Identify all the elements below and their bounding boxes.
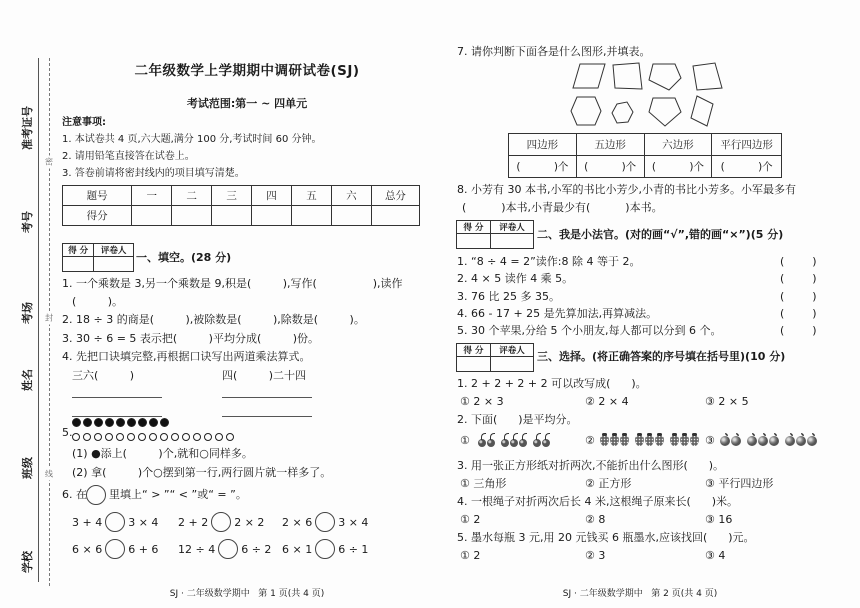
strawberry-icon [645,435,654,446]
choice-option: ② 正方形 [585,477,632,490]
fill-q4-rhyme-a: 三六( ) [72,369,135,382]
shape-count-cell: ( )个 [644,156,712,178]
cherry-group [501,433,527,447]
answer-circle-icon [315,539,335,559]
student-name-label: 姓名 [21,369,34,391]
filled-dot-icon [149,418,158,427]
apple-icon [758,436,768,446]
choice-q4-stem: 4. 一根绳子对折两次后长 4 米,这根绳子原来长( )米。 [457,495,739,508]
seal-mark: 线 [45,469,53,479]
score-table-header: 总分 [371,186,419,206]
score-box-grader-label: 评卷人 [491,344,534,357]
score-box-grader-label: 评卷人 [491,221,534,234]
score-table-header: 二 [172,186,212,206]
note-item: 3. 答卷前请将密封线内的项目填写清楚。 [62,168,245,179]
hollow-circle-icon [138,433,146,441]
judge-item: 5. 30 个苹果,分给 5 个小朋友,每人都可以分到 6 个。 [457,324,722,337]
quadrilateral-shape [613,63,642,89]
choice-option: ③ 4 [705,549,726,562]
shape-count-cell: ( )个 [509,156,577,178]
score-cell [172,206,212,226]
page-footer-left: SJ · 二年级数学期中 第 1 页(共 4 页) [169,589,325,599]
judge-item: 1. “8 ÷ 4 = 2”读作:8 除 4 等于 2。 [457,255,641,268]
choice-option: ② 8 [585,513,606,526]
section2-heading: 二、我是小法官。(对的画“√”,错的画“×”)(5 分) [537,228,784,241]
compare-item [282,539,368,559]
page-title: 二年级数学上学期期中调研试卷(SJ) [134,63,360,79]
fill-q4: 4. 先把口诀填完整,再根据口诀写出两道乘法算式。 [62,350,311,363]
cherry-group [478,433,495,447]
answer-line [72,416,162,417]
judge-blank: ( ) [780,272,817,285]
note-item: 2. 请用铅笔直接答在试卷上。 [62,151,195,162]
q7-shapes-figure [565,60,730,130]
choice-option: ② 2 × 4 [585,395,629,408]
strawberry-icon [670,435,679,446]
answer-circle-icon [315,512,335,532]
hollow-circle-icon [105,433,113,441]
seal-mark: 密 [45,157,53,167]
judge-item: 2. 4 × 5 读作 4 乘 5。 [457,272,574,285]
judge-blank: ( ) [780,324,817,337]
score-table-header: 六 [331,186,371,206]
section2-score-box [456,220,534,249]
strawberry-picture-option [600,435,699,446]
compare-right-expr: 3 × 4 [338,515,369,529]
choice-option: ① 2 [460,549,481,562]
strawberry-icon [620,435,629,446]
apple-icon [807,436,817,446]
hollow-circle-icon [116,433,124,441]
judge-blank: ( ) [780,255,817,268]
choice-option: ③ 平行四边形 [705,477,774,490]
compare-left-expr: 2 × 6 [282,515,313,529]
apple-icon [747,436,757,446]
strawberry-icon [635,435,644,446]
compare-left-expr: 6 × 1 [282,542,313,556]
seal-mark: 封 [45,313,53,323]
fill-q2: 2. 18 ÷ 3 的商是( ),被除数是( ),除数是( )。 [62,313,365,326]
strawberry-group [635,435,664,446]
judge-blank: ( ) [780,290,817,303]
section1-heading: 一、填空。(28 分) [136,251,232,264]
score-table-header: 四 [252,186,292,206]
apple-group [720,436,741,446]
filled-dot-icon [83,418,92,427]
choice-option-mark: ① [460,434,470,447]
compare-item [72,539,158,559]
compare-left-expr: 6 × 6 [72,542,103,556]
fill-q6-stem-rest: 里填上“ > ”“ < ”或“ = ”。 [109,488,247,501]
compare-right-expr: 2 × 2 [234,515,265,529]
filled-dot-icon [127,418,136,427]
fill-q5-label: 5. [62,426,73,439]
hollow-circle-icon [226,433,234,441]
answer-circle-icon [218,539,238,559]
compare-left-expr: 12 ÷ 4 [178,542,216,556]
apple-picture-option [720,436,817,446]
compare-right-expr: 3 × 4 [128,515,159,529]
shape-table-header: 平行四边形 [712,134,782,156]
q7-stem: 7. 请你判断下面各是什么图形,并填表。 [457,45,651,58]
apple-group [747,436,779,446]
choice-q3-stem: 3. 用一张正方形纸对折两次,不能折出什么图形( )。 [457,459,725,472]
strawberry-icon [610,435,619,446]
school-label: 学校 [21,551,34,573]
section3-score-box [456,343,534,372]
answer-circle-icon [211,512,231,532]
fill-q4-rhyme-b: 四( )二十四 [222,369,307,382]
answer-line [222,397,312,398]
pentagon-shape [649,64,681,90]
hollow-circle-icon [193,433,201,441]
hexagon-shape [571,97,601,125]
score-cell [212,206,252,226]
compare-left-expr: 2 + 2 [178,515,209,529]
apple-icon [796,436,806,446]
score-cell [132,206,172,226]
cherry-icon [542,439,550,447]
fill-q5-sub2: (2) 拿( )个○摆到第一行,两行圆片就一样多了。 [72,466,332,479]
cherry-icon [501,439,509,447]
score-box-grader-label: 评卷人 [94,244,134,257]
hollow-circle-icon [127,433,135,441]
hollow-dots-row [72,433,234,441]
hollow-circle-icon [83,433,91,441]
parallelogram-shape [691,96,713,126]
parallelogram-shape [573,64,605,88]
choice-q5-stem: 5. 墨水每瓶 3 元,用 20 元钱买 6 瓶墨水,应该找回( )元。 [457,531,755,544]
section3-heading: 三、选择。(将正确答案的序号填在括号里)(10 分) [537,350,786,363]
cherry-picture-option [478,433,550,447]
strawberry-icon [690,435,699,446]
answer-circle-icon [105,539,125,559]
choice-option: ① 2 [460,513,481,526]
section1-score-box [62,243,134,272]
choice-option: ① 三角形 [460,477,507,490]
apple-icon [769,436,779,446]
filled-dot-icon [94,418,103,427]
answer-circle-icon [105,512,125,532]
compare-right-expr: 6 ÷ 1 [338,542,369,556]
class-label: 班级 [21,457,34,479]
quadrilateral-shape [693,63,722,90]
compare-item [72,512,158,532]
score-cell [292,206,332,226]
q8-line2: ( )本书,小青最少有( )本书。 [462,201,663,214]
apple-icon [785,436,795,446]
filled-dot-icon [116,418,125,427]
compare-left-expr: 3 + 4 [72,515,103,529]
choice-option: ① 2 × 3 [460,395,504,408]
hollow-circle-icon [182,433,190,441]
shape-count-cell: ( )个 [576,156,644,178]
score-box-score-label: 得 分 [457,344,491,357]
compare-right-expr: 6 ÷ 2 [241,542,272,556]
score-table-header: 三 [212,186,252,206]
strawberry-group [600,435,629,446]
cherry-icon [519,439,527,447]
score-table-header: 五 [292,186,332,206]
cherry-icon [510,439,518,447]
pentagon-shape [649,98,681,126]
apple-icon [720,436,730,446]
strawberry-icon [680,435,689,446]
hollow-circle-icon [149,433,157,441]
compare-item [178,512,264,532]
filled-dot-icon [138,418,147,427]
score-cell [331,206,371,226]
seat-number-label: 考号 [21,211,34,233]
cherry-group [533,433,550,447]
shape-count-cell: ( )个 [712,156,782,178]
judge-item: 3. 76 比 25 多 35。 [457,290,560,303]
choice-q1-stem: 1. 2 + 2 + 2 + 2 可以改写成( )。 [457,377,647,390]
fill-q5-sub1: (1) ●添上( )个,就和○同样多。 [72,447,253,460]
filled-dot-icon [105,418,114,427]
fill-q1: 1. 一个乘数是 3,另一个乘数是 9,积是( ),写作( ),读作 [62,277,403,290]
hollow-circle-icon [171,433,179,441]
cherry-icon [533,439,541,447]
strawberry-icon [600,435,609,446]
score-table-header: 题号 [63,186,132,206]
fill-q1-continued: ( )。 [72,295,124,308]
choice-option-mark: ② [585,434,595,447]
filled-dots-row [72,418,169,427]
fill-q6-stem: 6. 在 [62,488,87,501]
apple-icon [731,436,741,446]
judge-item: 4. 66 - 17 + 25 是先算加法,再算减法。 [457,307,658,320]
strawberry-group [670,435,699,446]
binding-line [38,58,39,582]
score-table-header: 一 [132,186,172,206]
shape-table-header: 五边形 [576,134,644,156]
score-box-score-label: 得 分 [63,244,94,257]
cherry-icon [478,439,486,447]
compare-item [282,512,368,532]
choice-option: ③ 2 × 5 [705,395,749,408]
hollow-circle-icon [72,433,80,441]
fill-q3: 3. 30 ÷ 6 = 5 表示把( )平均分成( )份。 [62,332,320,345]
choice-q2-stem: 2. 下面( )是平均分。 [457,413,578,426]
strawberry-icon [655,435,664,446]
judge-blank: ( ) [780,307,817,320]
choice-option: ③ 16 [705,513,733,526]
shape-table-header: 六边形 [644,134,712,156]
hollow-circle-icon [215,433,223,441]
score-box-score-label: 得 分 [457,221,491,234]
answer-circle-icon [86,485,106,505]
exam-room-label: 考场 [21,302,34,324]
note-item: 1. 本试卷共 4 页,六大题,满分 100 分,考试时间 60 分钟。 [62,134,322,145]
exam-scope: 考试范围:第一 ~ 四单元 [186,97,308,110]
hollow-circle-icon [204,433,212,441]
hexagon-shape [612,102,633,123]
filled-dot-icon [72,418,81,427]
answer-line [72,397,162,398]
choice-option: ② 3 [585,549,606,562]
score-cell [252,206,292,226]
q8-line1: 8. 小芳有 30 本书,小军的书比小芳少,小青的书比小芳多。小军最多有 [457,183,796,196]
exam-id-label: 准考证号 [21,106,34,150]
compare-item [178,539,271,559]
compare-right-expr: 6 + 6 [128,542,159,556]
shape-table-header: 四边形 [509,134,577,156]
choice-option-mark: ③ [705,434,715,447]
hollow-circle-icon [94,433,102,441]
filled-dot-icon [160,418,169,427]
score-table [62,185,420,226]
q7-shape-count-table [508,133,782,178]
apple-group [785,436,817,446]
cherry-icon [487,439,495,447]
page-footer-right: SJ · 二年级数学期中 第 2 页(共 4 页) [562,589,718,599]
score-row-label: 得分 [63,206,132,226]
answer-line [222,416,312,417]
score-cell [371,206,419,226]
hollow-circle-icon [160,433,168,441]
notes-heading: 注意事项: [62,117,106,128]
